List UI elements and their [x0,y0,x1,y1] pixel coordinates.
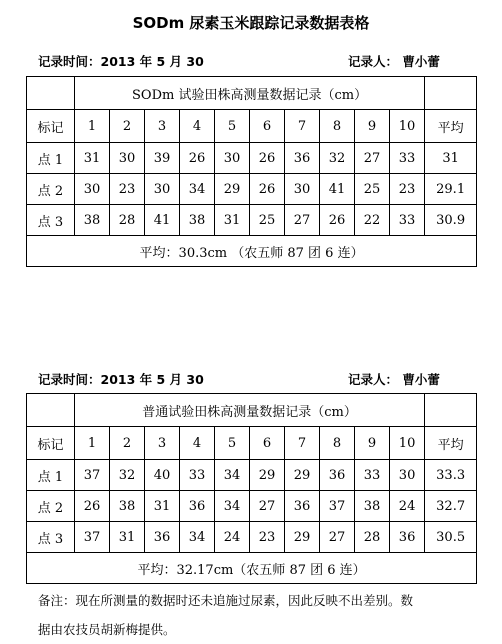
data-cell: 36 [320,460,355,491]
blank-cell [27,77,75,110]
data-cell: 40 [145,460,180,491]
row-label: 点 2 [27,491,75,522]
summary-row [27,236,477,267]
column-header: 标记 [27,427,75,460]
data-cell: 31 [110,522,145,553]
column-header: 5 [215,110,250,143]
row-label: 点 2 [27,174,75,205]
data-cell: 30 [285,174,320,205]
data-cell: 38 [180,205,215,236]
average-cell: 30.5 [425,522,477,553]
document-title: SODm 尿素玉米跟踪记录数据表格 [132,14,370,32]
summary-cell: 平均：32.17cm（农五师 87 团 6 连） [27,553,477,584]
column-header: 平均 [425,427,477,460]
data-cell: 27 [285,205,320,236]
data-cell: 25 [250,205,285,236]
footnote-line-1: 备注：现在所测量的数据时还未追施过尿素，因此反映不出差别。数 [38,593,414,608]
data-cell: 32 [110,460,145,491]
sodm-height-table [26,76,477,267]
average-cell: 33.3 [425,460,477,491]
data-cell: 30 [390,460,425,491]
column-header: 标记 [27,110,75,143]
data-cell: 37 [75,460,110,491]
record-meta-1 [38,52,458,70]
column-header: 1 [75,427,110,460]
data-cell: 39 [145,143,180,174]
column-header: 10 [390,110,425,143]
recorder-2: 记录人： 曹小蕾 [348,372,440,387]
data-cell: 23 [110,174,145,205]
data-cell: 26 [250,143,285,174]
row-label: 点 1 [27,143,75,174]
data-cell: 29 [215,174,250,205]
data-cell: 34 [180,174,215,205]
data-cell: 38 [75,205,110,236]
column-header: 6 [250,110,285,143]
column-header: 1 [75,110,110,143]
data-cell: 28 [110,205,145,236]
table-header-row [27,110,477,143]
column-header: 5 [215,427,250,460]
record-time-2: 记录时间：2013 年 5 月 30 [38,372,204,387]
record-meta-2 [38,370,458,388]
summary-cell: 平均：30.3cm （农五师 87 团 6 连） [27,236,477,267]
data-cell: 33 [390,143,425,174]
column-header: 平均 [425,110,477,143]
data-cell: 38 [110,491,145,522]
data-cell: 30 [110,143,145,174]
data-cell: 23 [390,174,425,205]
record-time-1: 记录时间：2013 年 5 月 30 [38,54,204,69]
data-cell: 23 [250,522,285,553]
summary-row [27,553,477,584]
table-row [27,174,477,205]
column-header: 4 [180,427,215,460]
data-cell: 37 [320,491,355,522]
average-cell: 31 [425,143,477,174]
data-cell: 33 [355,460,390,491]
data-cell: 31 [145,491,180,522]
data-cell: 30 [145,174,180,205]
data-cell: 24 [215,522,250,553]
row-label: 点 1 [27,460,75,491]
data-cell: 36 [145,522,180,553]
data-cell: 26 [320,205,355,236]
recorder-1: 记录人： 曹小蕾 [348,54,440,69]
data-cell: 27 [355,143,390,174]
data-cell: 29 [250,460,285,491]
table-caption: 普通试验田株高测量数据记录（cm） [75,394,425,427]
data-cell: 36 [180,491,215,522]
data-cell: 33 [390,205,425,236]
table-header-row [27,427,477,460]
data-cell: 41 [320,174,355,205]
data-cell: 27 [250,491,285,522]
normal-height-table [26,393,477,584]
data-cell: 30 [215,143,250,174]
data-cell: 37 [75,522,110,553]
column-header: 8 [320,427,355,460]
data-cell: 34 [215,491,250,522]
column-header: 9 [355,427,390,460]
table-caption-row [27,77,477,110]
column-header: 3 [145,110,180,143]
data-cell: 36 [390,522,425,553]
table-row [27,491,477,522]
data-cell: 29 [285,460,320,491]
column-header: 6 [250,427,285,460]
average-cell: 30.9 [425,205,477,236]
data-cell: 38 [355,491,390,522]
column-header: 2 [110,427,145,460]
table-row [27,143,477,174]
data-cell: 31 [75,143,110,174]
row-label: 点 3 [27,205,75,236]
data-cell: 22 [355,205,390,236]
column-header: 3 [145,427,180,460]
data-cell: 34 [215,460,250,491]
row-label: 点 3 [27,522,75,553]
blank-cell [425,77,477,110]
blank-cell [27,394,75,427]
data-cell: 31 [215,205,250,236]
table-caption: SODm 试验田株高测量数据记录（cm） [75,77,425,110]
data-cell: 32 [320,143,355,174]
data-cell: 29 [285,522,320,553]
data-cell: 25 [355,174,390,205]
blank-cell [425,394,477,427]
data-cell: 34 [180,522,215,553]
average-cell: 32.7 [425,491,477,522]
data-cell: 26 [180,143,215,174]
table-caption-row [27,394,477,427]
data-cell: 27 [320,522,355,553]
data-cell: 36 [285,143,320,174]
column-header: 7 [285,427,320,460]
table-row [27,460,477,491]
column-header: 2 [110,110,145,143]
column-header: 10 [390,427,425,460]
table-row [27,522,477,553]
data-cell: 26 [75,491,110,522]
column-header: 8 [320,110,355,143]
data-cell: 36 [285,491,320,522]
column-header: 4 [180,110,215,143]
column-header: 9 [355,110,390,143]
footnote [38,586,478,644]
data-cell: 33 [180,460,215,491]
footnote-line-2: 据由农技员胡新梅提供。 [38,622,176,637]
data-cell: 30 [75,174,110,205]
data-cell: 41 [145,205,180,236]
table-row [27,205,477,236]
data-cell: 24 [390,491,425,522]
average-cell: 29.1 [425,174,477,205]
data-cell: 26 [250,174,285,205]
data-cell: 28 [355,522,390,553]
column-header: 7 [285,110,320,143]
